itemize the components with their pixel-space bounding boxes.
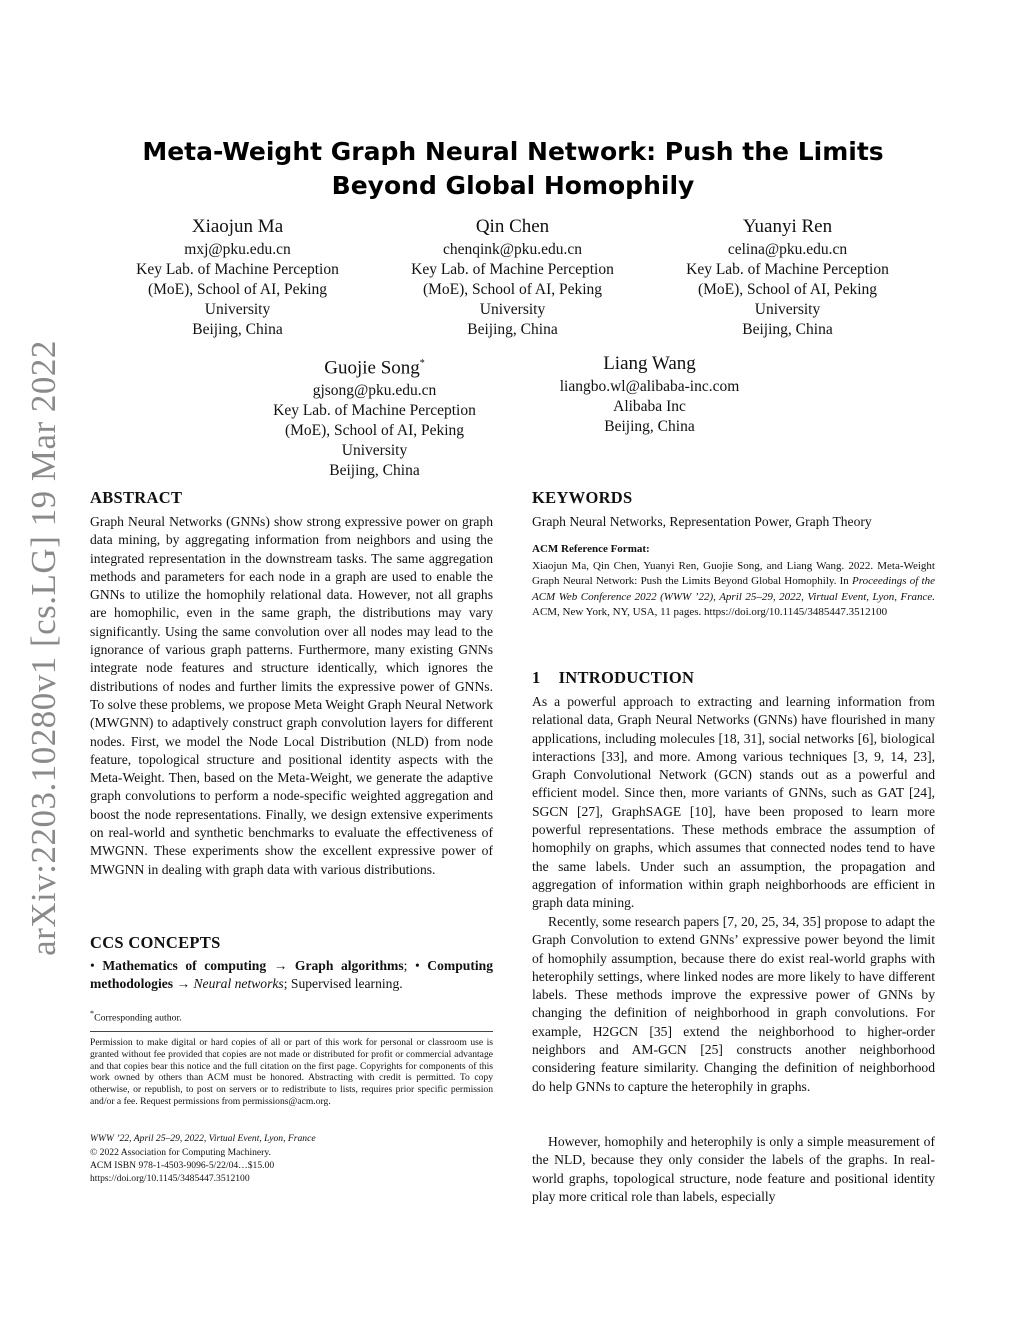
- venue-line: WWW ’22, April 25–29, 2022, Virtual Event, Lyon, France: [90, 1133, 316, 1144]
- abstract-text: Graph Neural Networks (GNNs) show strong expressive power on graph data mining, by aggregating information from neighbors and using the integrated representation in the downstream tasks. The same aggregation methods and parameters for each node in a graph are used to enable the GNNs to utilize the homophily relational data. However, not all graphs are homophilic, even in the same graph, the distributions may vary significantly. Using the same convolution over all nodes may lead to the ignorance of various graph patterns. Furthermore, many existing GNNs integrate node features and structure identically, which ignores the distributions of nodes and further limits the expressive power of GNNs. To solve these problems, we propose Meta Weight Graph Neural Network (MWGNN) to adaptively construct graph convolution layers for different nodes. First, we model the Node Local Distribution (NLD) from node feature, topological structure and positional identity aspects with the Meta-Weight. Then, based on the Meta-Weight, we generate the adaptive graph convolutions to perform a node-specific weighted aggregation and boost the node representations. Finally, we design extensive experiments on real-world and synthetic benchmarks to evaluate the effectiveness of MWGNN. These experiments show the excellent expressive power of MWGNN in dealing with graph data with various distributions.: [90, 514, 493, 877]
- author-location: Beijing, China: [467, 321, 558, 338]
- doi-line: https://doi.org/10.1145/3485447.3512100: [90, 1173, 250, 1184]
- abstract-heading: ABSTRACT: [90, 488, 183, 507]
- intro-paragraph: As a powerful approach to extracting and learning information from relational data, Graph Neural Networks (GNNs) have flourished in many applications, including molecules [18, 31], social networks [6], biological interactions [33], and more. Among various techniques [3, 9, 14, 23], Graph Convolutional Network (GCN) stands out as a powerful and efficient model. Since then, more variants of GNNs, such as GAT [24], SGCN [27], GraphSAGE [10], have been proposed to learn more powerful representations. These methods embrace the assumption of homophily on graphs, which assumes that connected nodes tend to have the same labels. Under such an assumption, the propagation and aggregation of information within graph neighborhoods are efficient in graph data mining.: [532, 694, 935, 911]
- keywords-heading: KEYWORDS: [532, 488, 633, 507]
- author-email: liangbo.wl@alibaba-inc.com: [559, 378, 740, 395]
- author-name: Qin Chen: [475, 216, 550, 237]
- author-name: Liang Wang: [603, 353, 696, 374]
- author-block: [390, 214, 635, 340]
- author-name: Guojie Song*: [324, 357, 425, 379]
- author-location: Beijing, China: [329, 462, 420, 480]
- author-email: gjsong@pku.edu.cn: [312, 382, 437, 400]
- author-location: Beijing, China: [742, 321, 833, 338]
- isbn-line: ACM ISBN 978-1-4503-9096-5/22/04…$15.00: [90, 1160, 275, 1171]
- acm-reference-text: Xiaojun Ma, Qin Chen, Yuanyi Ren, Guojie Song, and Liang Wang. 2022. Meta-Weight Graph Neural Network: Push the Limits Beyond Global Homophily. In Proceedings of the ACM Web Conference 2022 (WWW ’22), April 25–29, 2022, Virtual Event, Lyon, France. ACM, New York, NY, USA, 11 pages. https://doi.org/10.1145/3485447.3512100: [532, 560, 935, 619]
- copyright-line: © 2022 Association for Computing Machinery.: [90, 1147, 271, 1158]
- paper-title: Meta-Weight Graph Neural Network: Push the Limits Beyond Global Homophily: [142, 137, 884, 200]
- author-email: chenqink@pku.edu.cn: [442, 241, 583, 258]
- author-block: [115, 214, 360, 340]
- permission-divider: [90, 1031, 493, 1032]
- author-email: mxj@pku.edu.cn: [184, 241, 291, 258]
- intro-paragraph: Recently, some research papers [7, 20, 25, 34, 35] propose to adapt the Graph Convolution to extend GNNs’ expressive power beyond the limit of homophily assumption, because there do exist real-world graphs with heterophily settings, where linked nodes are more likely to have different labels. These methods improve the expressive power of GNNs by changing the definition of neighborhood in graph convolutions. For example, H2GCN [35] extend the neighborhood to higher-order neighbors and AM-GCN [25] constructs another neighborhood considering feature similarity. Changing the definition of neighborhood do help GNNs to capture the heterophily in graphs.: [532, 914, 935, 1094]
- author-name: Xiaojun Ma: [191, 216, 284, 237]
- author-block: [665, 214, 910, 340]
- author-email: celina@pku.edu.cn: [727, 241, 848, 258]
- author-affiliation: Alibaba Inc: [613, 398, 686, 415]
- ccs-heading: CCS CONCEPTS: [90, 933, 221, 952]
- intro-paragraph: However, homophily and heterophily is only a simple measurement of the NLD, because they only consider the labels of the graphs. In real-world graphs, topological structure, node feature and positional identity play more critical role than labels, especially: [532, 1134, 935, 1204]
- author-block: [252, 351, 497, 481]
- introduction-heading: 1 INTRODUCTION: [532, 668, 695, 687]
- author-affiliation: Key Lab. of Machine Perception (MoE), School of AI, Peking University: [273, 402, 476, 460]
- author-location: Beijing, China: [604, 418, 695, 435]
- arxiv-stamp: [16, 340, 72, 956]
- arxiv-id: arXiv:2203.10280v1 [cs.LG] 19 Mar 2022: [24, 340, 64, 956]
- acm-reference-heading: ACM Reference Format:: [532, 543, 650, 555]
- corresponding-footnote: *Corresponding author.: [90, 1009, 182, 1024]
- permission-notice: Permission to make digital or hard copies of all or part of this work for personal or classroom use is granted without fee provided that copies are not made or distributed for profit or commercial advantage and that copies bear this notice and the full citation on the first page. Copyrights for components of this work owned by others than ACM must be honored. Abstracting with credit is permitted. To copy otherwise, or republish, to post on servers or to redistribute to lists, requires prior specific permission and/or a fee. Request permissions from permissions@acm.org.: [90, 1037, 493, 1107]
- author-location: Beijing, China: [192, 321, 283, 338]
- author-name: Yuanyi Ren: [742, 216, 833, 237]
- author-affiliation: Key Lab. of Machine Perception (MoE), School of AI, Peking University: [136, 261, 339, 318]
- ccs-concepts: • Mathematics of computing → Graph algorithms; • Computing methodologies → Neural networks; Supervised learning.: [90, 958, 493, 992]
- author-affiliation: Key Lab. of Machine Perception (MoE), School of AI, Peking University: [686, 261, 889, 318]
- corresponding-mark: *: [419, 358, 425, 369]
- keywords-text: Graph Neural Networks, Representation Power, Graph Theory: [532, 514, 872, 529]
- author-affiliation: Key Lab. of Machine Perception (MoE), School of AI, Peking University: [411, 261, 614, 318]
- author-block: [527, 351, 772, 437]
